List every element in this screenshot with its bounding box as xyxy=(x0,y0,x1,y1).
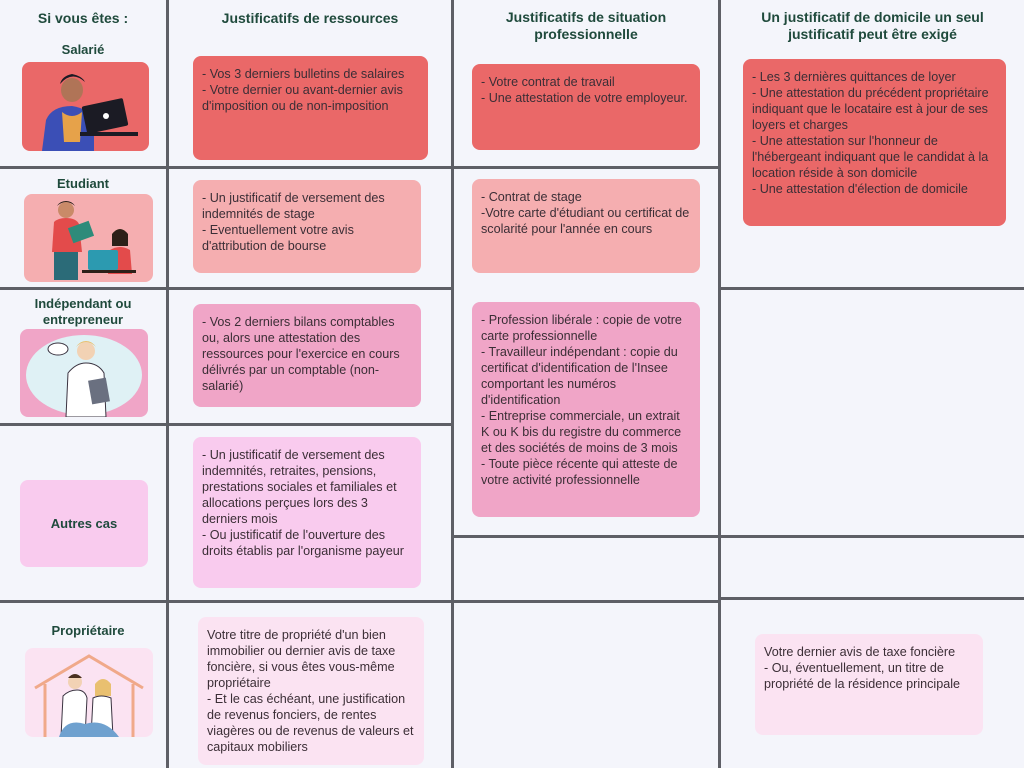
grid-vline-1 xyxy=(166,0,169,768)
grid-vline-3 xyxy=(718,0,721,768)
grid-vline-2 xyxy=(451,0,454,768)
autres-label-text: Autres cas xyxy=(50,516,118,531)
grid-hline-4 xyxy=(451,535,1024,538)
autres-ressources-card: - Un justificatif de versement des indemnités, retraites, pensions, prestations sociales et familiales et allocations perçues lors des 3 derniers mois - Ou justificatif de l'ouverture des droits établis par l'organisme payeur xyxy=(193,437,421,588)
header-si-vous-etes: Si vous êtes : xyxy=(37,10,129,26)
header-ressources: Justificatifs de ressources xyxy=(221,10,399,26)
header-situation: Justificatifs de situation professionnelle xyxy=(505,9,667,42)
proprietaire-ressources-card: Votre titre de propriété d'un bien immobilier ou dernier avis de taxe foncière, si vous êtes vous-même propriétaire - Et le cas échéant, une justification de revenus fonciers, de rentes viagères ou de revenus de valeurs et capitaux mobiliers xyxy=(198,617,424,765)
grid-hline-2b xyxy=(718,287,1024,290)
proprietaire-illustration xyxy=(25,648,153,737)
proprietaire-domicile-card: Votre dernier avis de taxe foncière - Ou, éventuellement, un titre de propriété de la résidence principale xyxy=(755,634,983,735)
etudiant-ressources-card: - Un justificatif de versement des indemnités de stage - Eventuellement votre avis d'attribution de bourse xyxy=(193,180,421,273)
header-domicile: Un justificatif de domicile un seul justificatif peut être exigé xyxy=(761,9,984,42)
independant-illustration xyxy=(20,329,148,417)
independant-situation-card: - Profession libérale : copie de votre carte professionnelle - Travailleur indépendant : copie du certificat d'identification de l'Insee comportant les numéros d'identification - Entreprise commerciale, un extrait K ou K bis du registre du commerce et des sociétés de moins de 3 mois - Toute pièce récente qui atteste de votre activité professionnelle xyxy=(472,302,700,517)
grid-hline-1 xyxy=(0,166,720,169)
grid-hline-6 xyxy=(0,600,720,603)
row-label-salarie: Salarié xyxy=(61,42,105,57)
independant-ressources-card: - Vos 2 derniers bilans comptables ou, alors une attestation des ressources pour l'exercice en cours délivrés par un comptable (non-salarié) xyxy=(193,304,421,407)
grid-hline-5 xyxy=(718,597,1024,600)
etudiant-situation-card: - Contrat de stage -Votre carte d'étudiant ou certificat de scolarité pour l'année en cours xyxy=(472,179,700,273)
etudiant-illustration xyxy=(24,194,153,282)
salarie-illustration xyxy=(22,62,149,151)
grid-hline-2 xyxy=(0,287,453,290)
salarie-ressources-card: - Vos 3 derniers bulletins de salaires - Votre dernier ou avant-dernier avis d'imposition ou de non-imposition xyxy=(193,56,428,160)
row-label-etudiant: Etudiant xyxy=(57,176,109,191)
row-label-proprietaire: Propriétaire xyxy=(51,623,125,638)
salarie-situation-card: - Votre contrat de travail - Une attestation de votre employeur. xyxy=(472,64,700,150)
grid-hline-3 xyxy=(0,423,453,426)
domicile-general-card: - Les 3 dernières quittances de loyer - Une attestation du précédent propriétaire indiquant que le locataire est à jour de ses loyers et charges - Une attestation sur l'honneur de l'hébergeant indiquant que le candidat à la location réside à son domicile - Une attestation d'élection de domicile xyxy=(743,59,1006,226)
row-label-independant: Indépendant ou entrepreneur xyxy=(34,296,132,327)
row-label-autres xyxy=(20,480,148,567)
